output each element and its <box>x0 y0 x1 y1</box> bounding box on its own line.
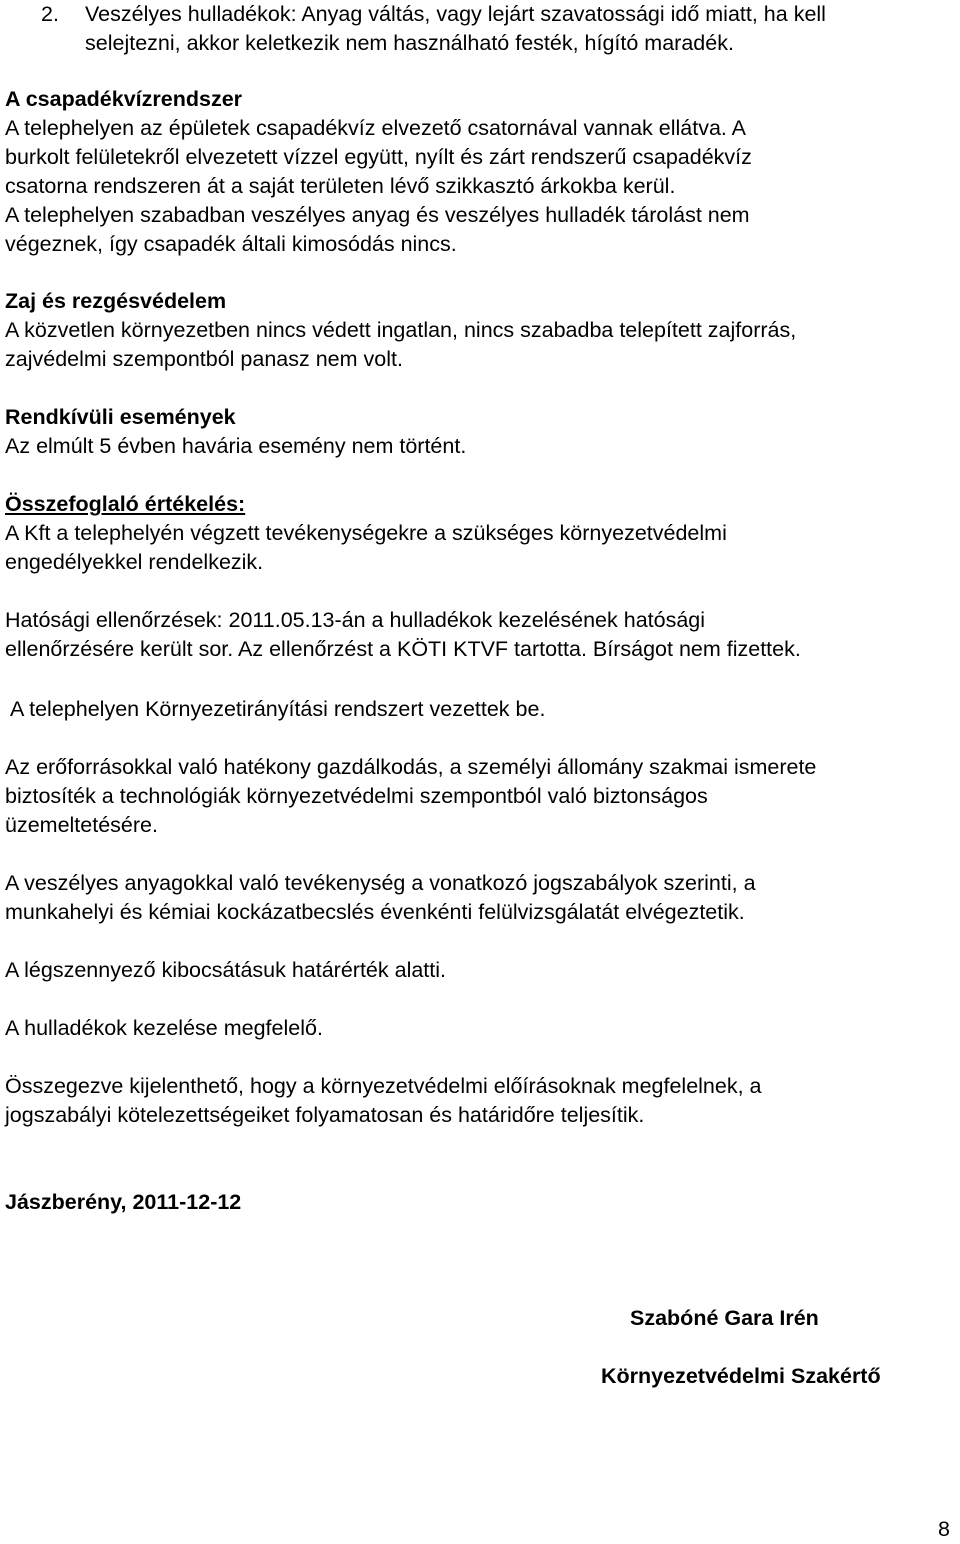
page-number: 8 <box>938 1517 950 1541</box>
section-heading-osszefoglalo: Összefoglaló értékelés: <box>5 492 246 516</box>
paragraph-eroforras <box>5 753 960 840</box>
text-line: ellenőrzésére került sor. Az ellenőrzést a KÖTI KTVF tartotta. Bírságot nem fizettek. <box>5 637 801 661</box>
text-line: selejtezni, akkor keletkezik nem használható festék, hígító maradék. <box>85 31 734 55</box>
signatory-name: Szabóné Gara Irén <box>630 1306 819 1330</box>
text-line: zajvédelmi szempontból panasz nem volt. <box>5 347 403 371</box>
text-line: munkahelyi és kémiai kockázatbecslés évenkénti felülvizsgálatát elvégeztetik. <box>5 900 745 924</box>
paragraph-osszegezve <box>5 1072 960 1130</box>
text-line: A közvetlen környezetben nincs védett ingatlan, nincs szabadba telepített zajforrás, <box>5 318 797 342</box>
signatory-title: Környezetvédelmi Szakértő <box>601 1364 881 1388</box>
text-line: Veszélyes hulladékok: Anyag váltás, vagy lejárt szavatossági idő miatt, ha kell <box>85 2 826 26</box>
text-line: A veszélyes anyagokkal való tevékenység a vonatkozó jogszabályok szerinti, a <box>5 871 756 895</box>
paragraph-rendkivuli: Az elmúlt 5 évben havária esemény nem történt. <box>5 434 467 458</box>
text-line: engedélyekkel rendelkezik. <box>5 550 264 574</box>
place-date: Jászberény, 2011-12-12 <box>5 1190 242 1214</box>
paragraph-veszelyes <box>5 869 960 927</box>
section-heading-zaj: Zaj és rezgésvédelem <box>5 289 227 313</box>
text-line: A telephelyen az épületek csapadékvíz elvezető csatornával vannak ellátva. A <box>5 116 747 140</box>
text-line: biztosíték a technológiák környezetvédelmi szempontból való biztonságos <box>5 784 708 808</box>
text-line: A telephelyen szabadban veszélyes anyag és veszélyes hulladék tárolást nem <box>5 203 750 227</box>
paragraph-osszefoglalo <box>5 519 960 577</box>
section-heading-csapadek: A csapadékvízrendszer <box>5 87 243 111</box>
text-line: üzemeltetésére. <box>5 813 158 837</box>
list-item-text <box>85 0 826 58</box>
list-item-number: 2. <box>41 2 59 26</box>
text-line: Összegezve kijelenthető, hogy a környezetvédelmi előírásoknak megfelelnek, a <box>5 1074 762 1098</box>
paragraph-csapadek <box>5 114 960 201</box>
paragraph-hulladek: A hulladékok kezelése megfelelő. <box>5 1016 323 1040</box>
text-line: Az erőforrásokkal való hatékony gazdálkodás, a személyi állomány szakmai ismerete <box>5 755 817 779</box>
text-line: A Kft a telephelyén végzett tevékenységekre a szükséges környezetvédelmi <box>5 521 727 545</box>
section-heading-rendkivuli: Rendkívüli események <box>5 405 236 429</box>
paragraph-hatosagi <box>5 606 960 664</box>
text-line: csatorna rendszeren át a saját területen lévő szikkasztó árkokba kerül. <box>5 174 676 198</box>
paragraph-csapadek-2 <box>5 201 960 259</box>
paragraph-kir: A telephelyen Környezetirányítási rendszert vezettek be. <box>10 697 546 721</box>
paragraph-legszennyezo: A légszennyező kibocsátásuk határérték alatti. <box>5 958 447 982</box>
text-line: Hatósági ellenőrzések: 2011.05.13-án a hulladékok kezelésének hatósági <box>5 608 706 632</box>
text-line: jogszabályi kötelezettségeiket folyamatosan és határidőre teljesítik. <box>5 1103 645 1127</box>
text-line: burkolt felületekről elvezetett vízzel együtt, nyílt és zárt rendszerű csapadékvíz <box>5 145 752 169</box>
text-line: végeznek, így csapadék általi kimosódás nincs. <box>5 232 457 256</box>
paragraph-zaj <box>5 316 960 374</box>
